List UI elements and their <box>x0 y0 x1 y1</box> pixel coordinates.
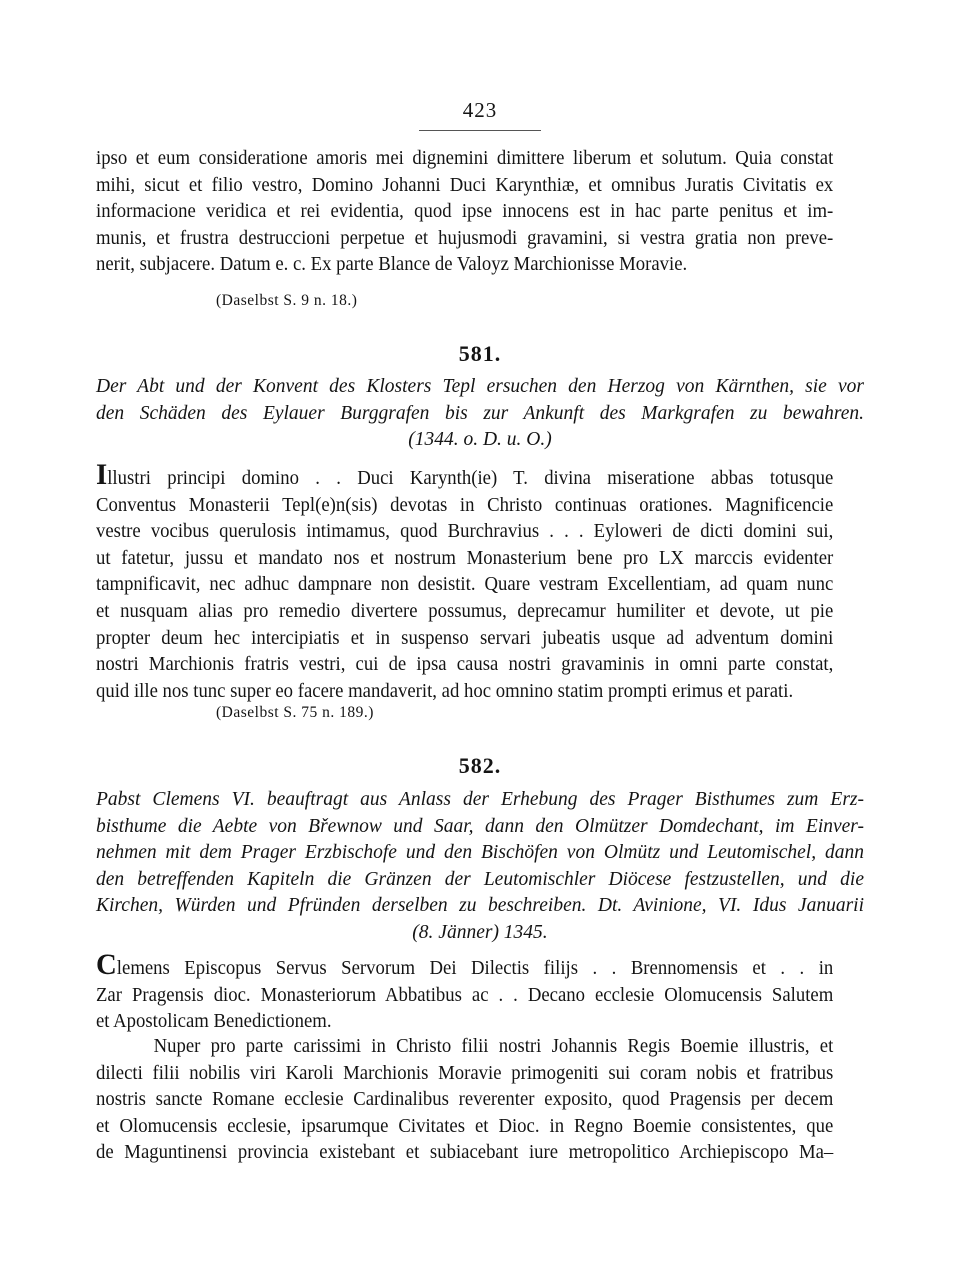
page-number: 423 <box>462 98 498 122</box>
heading-line: Pabst Clemens VI. beauftragt aus Anlass der Erhebung des Prager Bisthumes zum Erz- <box>96 789 864 810</box>
text-line: et Olomucensis ecclesie, ipsarumque Civitates et Dioc. in Regno Boemie consistentes, que <box>96 1115 834 1137</box>
source-citation: (Daselbst S. 9 n. 18.) <box>216 292 358 309</box>
document-date: (8. Jänner) 1345. <box>412 921 548 943</box>
text-line: quid ille nos tunc super eo facere mandaverit, ad hoc omnino statim prompti erimus et parati. <box>96 680 794 702</box>
document-salutation <box>96 948 834 1036</box>
heading-line: bisthume die Aebte von Břewnow und Saar, dann den Olmützer Domdechant, im Einver- <box>96 815 864 837</box>
text-line: Clemens Episcopus Servus Servorum Dei Dilectis filijs . . Brennomensis et . . in <box>96 948 834 981</box>
heading-line: nehmen mit dem Prager Erzbischofe und den Bischöfen von Olmütz und Leutomischel, dann <box>96 842 864 864</box>
heading-line: Kirchen, Würden und Pfründen derselben zu beschreiben. Dt. Avinione, VI. Idus Januarii <box>96 895 864 917</box>
text-line: nostri Marchionis fratris vestri, cui de ipsa causa nostri gravaminis in omni parte constat, <box>96 654 834 676</box>
text-line: dilecti filii nobilis viri Karoli Marchionis Moravie primogeniti sui coram nobis et fratribus <box>96 1062 834 1084</box>
header-rule <box>419 130 541 131</box>
document-date: (1344. o. D. u. O.) <box>408 429 552 451</box>
text-line: informacione veridica et rei evidentia, quod ipse innocens est in hac parte penitus et im- <box>96 201 834 223</box>
text-line: propter deum hec intercipiatis et in suspenso servari jubeatis usque ad adventum domini <box>96 627 834 649</box>
text-line: vestre vocibus querulosis intimamus, quod Burchravius . . . Eyloweri de dicti domini sui, <box>96 521 834 543</box>
text-line: Illustri principi domino . . Duci Karynth(ie) T. divina miseratione abbas totusque <box>96 458 834 491</box>
text-line: Nuper pro parte carissimi in Christo filii nostri Johannis Regis Boemie illustris, et <box>153 1036 834 1057</box>
drop-capital: I <box>96 458 108 491</box>
heading-line: Der Abt und der Konvent des Klosters Tepl ersuchen den Herzog von Kärnthen, sie vor <box>96 376 864 397</box>
text-line: de Maguntinensi provincia existebant et subiacebant iure metropolitico Archiepiscopo Ma– <box>96 1142 834 1164</box>
document-heading <box>96 787 864 947</box>
text-line: nerit, subjacere. Datum e. c. Ex parte Blance de Valoyz Marchionisse Moravie. <box>96 254 688 276</box>
drop-capital: C <box>96 948 117 981</box>
document-heading <box>96 374 864 454</box>
continued-paragraph <box>96 146 833 279</box>
text-line: ut fatetur, jussu et mandato nos et nostrum Monasterium bene pro LX marccis evidenter <box>96 547 834 569</box>
text-line: munis, et frustra destruccioni perpetue et hujusmodi gravamini, si vestra gratia non preve- <box>96 227 834 249</box>
text-line: nostris sancte Romane ecclesie Cardinalibus reverenter exposito, quod Pragensis per decem <box>96 1089 834 1111</box>
source-citation: (Daselbst S. 75 n. 189.) <box>216 704 374 721</box>
document-body <box>96 1034 833 1167</box>
text-line: et nusquam alias pro remedio divertere possumus, deprecamur humiliter et devote, ut pie <box>96 600 834 622</box>
text-line: ipso et eum consideratione amoris mei dignemini dimittere liberum et solutum. Quia constat <box>96 148 834 169</box>
document-body <box>96 458 834 705</box>
text-line: mihi, sicut et filio vestro, Domino Johanni Duci Karynthiæ, et omnibus Juratis Civitatis ex <box>96 174 834 196</box>
heading-line: den Schäden des Eylauer Burggrafen bis zur Ankunft des Markgrafen zu bewahren. <box>96 402 864 424</box>
text-line: Zar Pragensis dioc. Monasteriorum Abbatibus ac . . Decano ecclesie Olomucensis Salutem <box>96 984 834 1006</box>
document-number: 582. <box>458 753 502 778</box>
text-line: et Apostolicam Benedictionem. <box>96 1011 332 1033</box>
document-number: 581. <box>458 341 502 366</box>
text-line: Conventus Monasterii Tepl(e)n(sis) devotas in Christo continuas orationes. Magnificencie <box>96 494 834 516</box>
text-line: tampnificavit, nec adhuc dampnare non desistit. Quare vestram Excellentiam, ad quam nunc <box>96 574 834 596</box>
heading-line: den betreffenden Kapiteln die Gränzen der Leutomischler Diöcese festzustellen, und die <box>96 868 864 890</box>
